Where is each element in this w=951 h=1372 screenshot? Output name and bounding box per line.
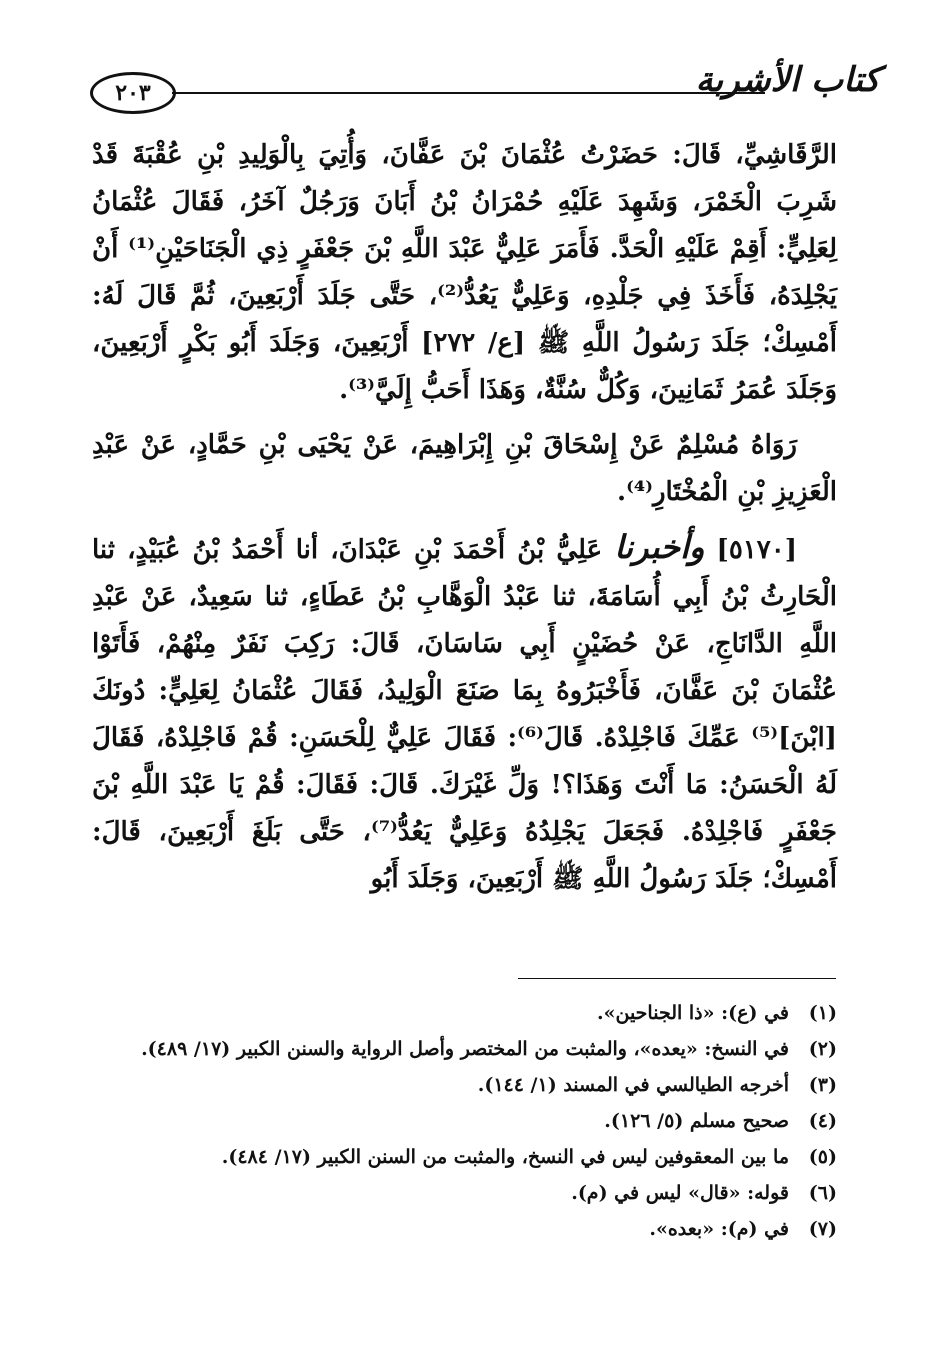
footnote-text: في (م): «بعده». <box>649 1218 789 1240</box>
footnote-number: (٧) <box>808 1218 837 1240</box>
footnote <box>92 1214 837 1244</box>
footnote-number: (٣) <box>808 1074 837 1096</box>
footnote-number: (٢) <box>808 1038 837 1060</box>
footnote-number: (٤) <box>808 1110 837 1132</box>
footnote <box>92 1178 837 1208</box>
footnote-number: (١) <box>808 1002 837 1024</box>
page-number: ٢٠٣ <box>115 80 151 106</box>
hadith-number: [٥١٧٠] <box>716 535 798 565</box>
paragraph-text: رَوَاهُ مُسْلِمٌ عَنْ إِسْحَاقَ بْنِ إِبْرَاهِيمَ، عَنْ يَحْيَى بْنِ حَمَّادٍ، عَنْ عَبْدِ الْعَزِيزِ بْنِ الْمُخْتَارِ⁽⁴⁾. <box>92 430 837 507</box>
page-header <box>80 60 880 130</box>
footnote <box>92 1034 837 1064</box>
footnote-number: (٥) <box>808 1146 837 1168</box>
paragraph <box>92 524 837 903</box>
paragraph-text: عَلِيُّ بْنُ أَحْمَدَ بْنِ عَبْدَانَ، أنا أَحْمَدُ بْنُ عُبَيْدٍ، ثنا الْحَارِثُ بْنُ أَبِي أُسَامَةَ، ثنا عَبْدُ الْوَهَّابِ بْنُ عَطَاءٍ، ثنا سَعِيدٌ، عَنْ عَبْدِ اللَّهِ الدَّانَاجِ، عَنْ حُضَيْنٍ أَبِي سَاسَانَ، قَالَ: رَكِبَ نَفَرٌ مِنْهُمْ، فَأَتَوْا عُثْمَانَ بْنَ عَفَّانَ، فَأَخْبَرُوهُ بِمَا صَنَعَ الْوَلِيدُ، فَقَالَ عُثْمَانُ لِعَلِيٍّ: دُونَكَ [ابْنَ]⁽⁵⁾ عَمِّكَ فَاجْلِدْهُ. قَالَ⁽⁶⁾: فَقَالَ عَلِيٌّ لِلْحَسَنِ: قُمْ فَاجْلِدْهُ، فَقَالَ لَهُ الْحَسَنُ: مَا أَنْتَ وَهَذَا؟! وَلِّ غَيْرَكَ. قَالَ: فَقَالَ: قُمْ يَا عَبْدَ اللَّهِ بْنَ جَعْفَرٍ فَاجْلِدْهُ. فَجَعَلَ يَجْلِدُهُ وَعَلِيٌّ يَعُدُّ⁽⁷⁾، حَتَّى بَلَغَ أَرْبَعِينَ، قَالَ: أَمْسِكْ؛ جَلَدَ رَسُولُ اللَّهِ ﷺ أَرْبَعِينَ، وَجَلَدَ أَبُو <box>92 535 837 894</box>
footnote-text: صحيح مسلم (٥/ ١٢٦). <box>604 1110 789 1132</box>
page-number-badge <box>90 72 176 114</box>
hadith-lead-word: وأخبرنا <box>614 528 705 566</box>
footnote <box>92 998 837 1028</box>
paragraph <box>92 132 837 414</box>
footnote-text: قوله: «قال» ليس في (م). <box>571 1182 789 1204</box>
footnote-text: ما بين المعقوفين ليس في النسخ، والمثبت من السنن الكبير (١٧/ ٤٨٤). <box>221 1146 789 1168</box>
footnote-number: (٦) <box>808 1182 837 1204</box>
footnote-text: في (ع): «ذا الجناحين». <box>597 1002 789 1024</box>
header-rule <box>172 92 765 94</box>
footnote-separator <box>518 978 836 979</box>
book-title: كتاب الأشربة <box>695 60 880 100</box>
paragraph <box>92 422 837 516</box>
main-text <box>92 132 837 903</box>
footnote <box>92 1142 837 1172</box>
footnote <box>92 1106 837 1136</box>
footnotes <box>92 998 837 1250</box>
paragraph-text: الرَّقَاشِيِّ، قَالَ: حَضَرْتُ عُثْمَانَ بْنَ عَفَّانَ، وَأُتِيَ بِالْوَلِيدِ بْنِ عُقْبَةَ قَدْ شَرِبَ الْخَمْرَ، وَشَهِدَ عَلَيْهِ حُمْرَانُ بْنُ أَبَانَ وَرَجُلٌ آخَرُ، فَقَالَ عُثْمَانُ لِعَلِيٍّ: أَقِمْ عَلَيْهِ الْحَدَّ. فَأَمَرَ عَلِيٌّ عَبْدَ اللَّهِ بْنَ جَعْفَرٍ ذِي الْجَنَاحَيْنِ⁽¹⁾ أَنْ يَجْلِدَهُ، فَأَخَذَ فِي جَلْدِهِ، وَعَلِيٌّ يَعُدُّ⁽²⁾، حَتَّى جَلَدَ أَرْبَعِينَ، ثُمَّ قَالَ لَهُ: أَمْسِكْ؛ جَلَدَ رَسُولُ اللَّهِ ﷺ [ع/ ٢٧٢] أَرْبَعِينَ، وَجَلَدَ أَبُو بَكْرٍ أَرْبَعِينَ، وَجَلَدَ عُمَرُ ثَمَانِينَ، وَكُلٌّ سُنَّةٌ، وَهَذَا أَحَبُّ إِلَيَّ⁽³⁾. <box>92 140 838 405</box>
footnote-text: أخرجه الطيالسي في المسند (١/ ١٤٤). <box>477 1074 789 1096</box>
footnote-text: في النسخ: «يعده»، والمثبت من المختصر وأصل الرواية والسنن الكبير (١٧/ ٤٨٩). <box>141 1038 789 1060</box>
footnote <box>92 1070 837 1100</box>
